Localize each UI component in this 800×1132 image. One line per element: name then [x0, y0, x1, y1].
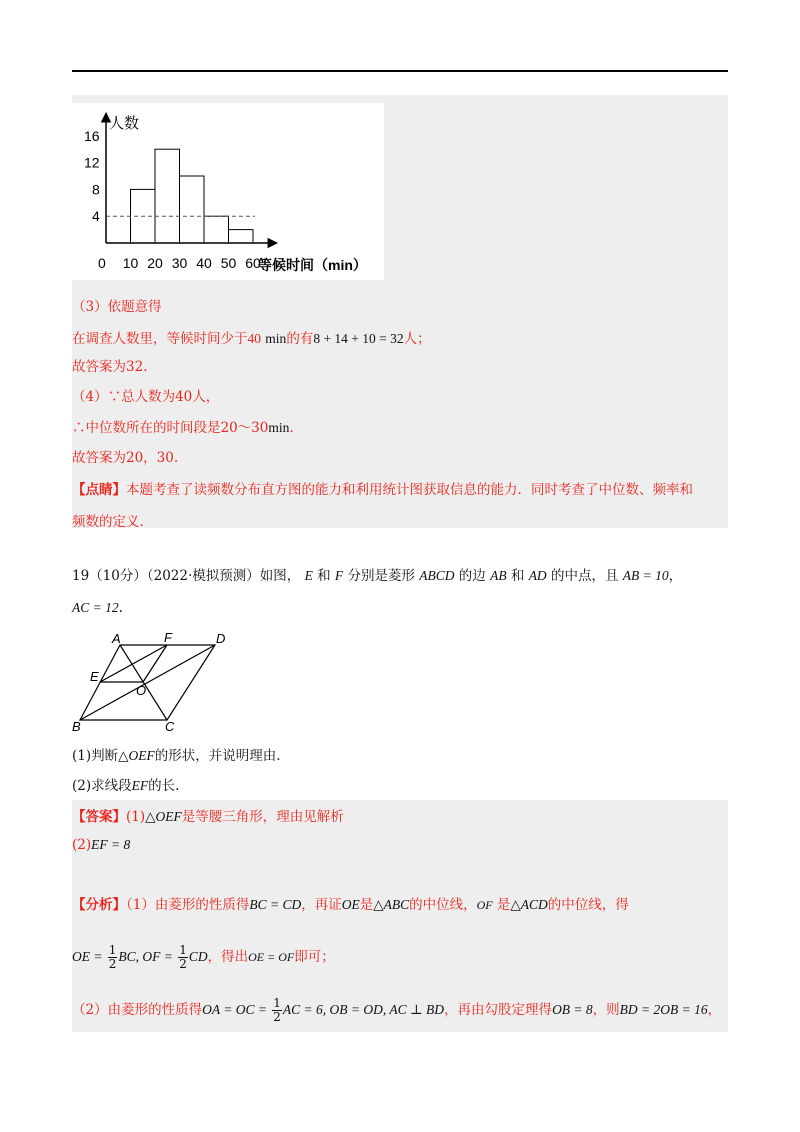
- q19-ask1: (1)判断△OEF的形状，并说明理由.: [72, 748, 281, 764]
- histogram-bar: [229, 230, 254, 243]
- q19-ask2: (2)求线段EF的长.: [72, 778, 180, 794]
- part3-line3: 故答案为32.: [72, 359, 148, 375]
- answer-line1: 【答案】(1)△OEF是等腰三角形，理由见解析: [72, 809, 344, 825]
- y-axis-label: 人数: [109, 115, 140, 132]
- y-tick-label: 4: [92, 208, 100, 225]
- analysis-line1: 【分析】（1）由菱形的性质得BC = CD，再证OE是△ABC的中位线，OF 是△ACD的中位线，得: [72, 897, 629, 913]
- histogram-chart: [72, 103, 384, 280]
- y-tick-labels: [84, 128, 100, 224]
- histogram-bar: [204, 216, 229, 243]
- x-tick-label: 50: [220, 255, 237, 271]
- part3-line2: 在调查人数里，等候时间少于40 min的有8 + 14 + 10 = 32人；: [72, 331, 431, 347]
- x-tick-label: 10: [122, 255, 139, 271]
- q19-line1: 19（10分）（2022·模拟预测）如图， E 和 F 分别是菱形 ABCD 的边 AB 和 AD 的中点，且 AB = 10，: [72, 568, 683, 584]
- analysis-line3: （2）由菱形的性质得OA = OC = $\frac{1}{2}$ AC = 6, OB = OD, AC ⊥ BD，再由勾股定理得OB = 8，则BD = 2OB = 16，: [72, 996, 722, 1024]
- y-tick-label: 16: [84, 127, 100, 144]
- x-tick-labels: [98, 255, 261, 271]
- analysis-line2: OE = $\frac{1}{2}$ BC, OF = $\frac{1}{2}$ CD，得出OE = OF即可；: [72, 943, 335, 971]
- x-tick-label: 20: [147, 255, 163, 271]
- x-tick-label: 60: [245, 255, 261, 271]
- label-A: A: [112, 631, 121, 646]
- x-tick-label: 30: [171, 255, 188, 271]
- x-tick-label: 40: [196, 255, 212, 271]
- label-O: O: [136, 683, 147, 698]
- comment-line1: 【点睛】本题考查了读频数分布直方图的能力和利用统计图获取信息的能力．同时考查了中位数、频率和: [72, 482, 693, 498]
- label-D: D: [216, 631, 226, 646]
- histogram-svg: [72, 103, 384, 280]
- answer-line2: (2)EF = 8: [72, 837, 131, 853]
- part4-line3: 故答案为20，30.: [72, 450, 179, 466]
- rhombus-figure: [70, 625, 230, 735]
- header-rule: [72, 70, 728, 72]
- histogram-bars: [131, 149, 254, 243]
- part3-heading: （3）依题意得: [72, 299, 162, 315]
- x-axis-label: 等候时间（min）: [258, 257, 367, 273]
- y-tick-label: 8: [92, 181, 100, 198]
- part4-line2: ∴中位数所在的时间段是20～30min.: [72, 420, 294, 436]
- label-E: E: [90, 669, 99, 684]
- label-C: C: [165, 719, 175, 734]
- y-tick-label: 12: [84, 154, 100, 171]
- comment-line2: 频数的定义.: [72, 514, 144, 530]
- x-tick-label: 0: [98, 255, 106, 271]
- histogram-bar: [180, 176, 205, 243]
- q19-line2: AC = 12.: [72, 600, 123, 616]
- histogram-bar: [155, 149, 180, 243]
- label-B: B: [72, 719, 81, 734]
- label-F: F: [164, 630, 172, 645]
- part4-heading: （4）∵总人数为40人，: [72, 389, 220, 405]
